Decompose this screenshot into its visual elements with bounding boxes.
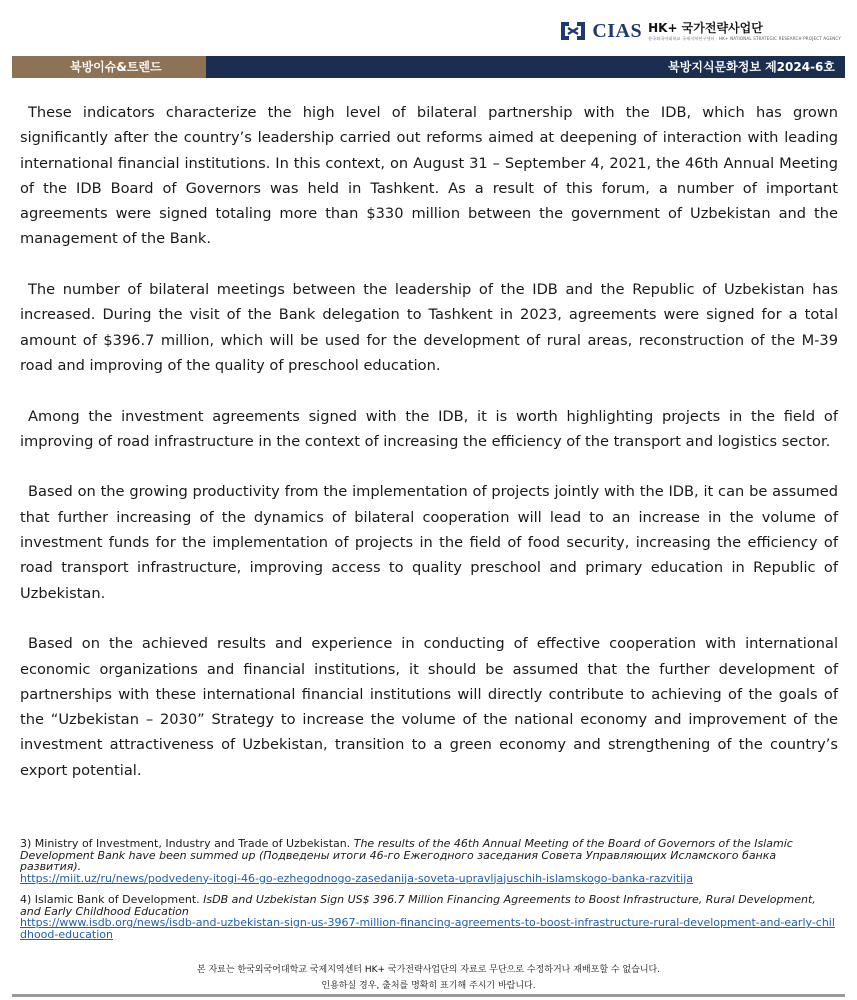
footnote-number: 3) bbox=[20, 837, 32, 850]
logo-cias-text: CIAS bbox=[592, 19, 643, 42]
issue-label: 북방지식문화정보 제2024-6호 bbox=[668, 60, 835, 74]
footnote-source: Islamic Bank of Development. bbox=[31, 893, 204, 906]
article-body bbox=[20, 100, 838, 808]
disclaimer-line-1: 본 자료는 한국외국어대학교 국제지역센터 HK+ 국가전략사업단의 자료로 무단으로 수정하거나 재배포할 수 없습니다. bbox=[196, 965, 661, 975]
paragraph: Among the investment agreements signed with the IDB, it is worth highlighting projects in the field of improving of road infrastructure in the context of increasing the efficiency of the transport and logistics sector. bbox=[20, 407, 838, 450]
header-bar bbox=[12, 56, 845, 78]
paragraph: Based on the achieved results and experience in conducting of effective cooperation with international economic organizations and financial institutions, it should be assumed that the further development of partnerships with these international financial institutions will directly contribute to achieving of the goals of the “Uzbekistan – 2030” Strategy to increase the volume of the national economy and improvement of the investment attractiveness of Uzbekistan, transition to a green economy and strengthening of the country’s export potential. bbox=[20, 635, 838, 779]
cias-logo bbox=[558, 14, 841, 48]
org-title: HK+ 국가전략사업단 bbox=[648, 20, 763, 35]
footnote-4 bbox=[20, 894, 838, 940]
disclaimer-line-2: 인용하실 경우, 출처를 명확히 표기해 주시기 바랍니다. bbox=[321, 981, 536, 991]
section-label: 북방이슈&트렌드 bbox=[12, 56, 206, 78]
disclaimer bbox=[0, 962, 857, 994]
paragraph: The number of bilateral meetings between the leadership of the IDB and the Republic of Uzbekistan has increased. During the visit of the Bank delegation to Tashkent in 2023, agreements were signed for a total amount of $396.7 million, which will be used for the development of rural areas, reconstruction of the M-39 road and improving of the quality of preschool education. bbox=[20, 281, 838, 374]
paragraph: Based on the growing productivity from the implementation of projects jointly with the IDB, it can be assumed that further increasing of the dynamics of bilateral cooperation will lead to an increase in the volume of investment funds for the implementation of projects in the field of food security, increasing the efficiency of road transport infrastructure, improving access to quality preschool and primary education in Republic of Uzbekistan. bbox=[20, 483, 838, 602]
footnote-source: Ministry of Investment, Industry and Trade of Uzbekistan. bbox=[31, 837, 354, 850]
bottom-divider bbox=[12, 994, 845, 997]
footnote-3 bbox=[20, 838, 838, 884]
org-subtitle: 한국외국어대학교 국제지역연구센터 · HK+ NATIONAL STRATEGIC RESEARCH PROJECT AGENCY bbox=[648, 35, 841, 41]
cias-logo-icon bbox=[558, 16, 588, 46]
footnote-link[interactable]: https://www.isdb.org/news/isdb-and-uzbekistan-sign-us-3967-million-financing-agreements-to-boost-infrastructure-rural-development-and-early-childhood-education bbox=[20, 916, 835, 941]
footnote-link[interactable]: https://miit.uz/ru/news/podvedeny-itogi-46-go-ezhegodnogo-zasedanija-soveta-upravljajuschih-islamskogo-banka-razvitija bbox=[20, 871, 694, 885]
paragraph: These indicators characterize the high level of bilateral partnership with the IDB, which has grown significantly after the country’s leadership carried out reforms aimed at deepening of interaction with leading international financial institutions. In this context, on August 31 – September 4, 2021, the 46th Annual Meeting of the IDB Board of Governors was held in Tashkent. As a result of this forum, a number of important agreements were signed totaling more than $330 million between the government of Uzbekistan and the management of the Bank. bbox=[20, 104, 838, 248]
footnote-title: IsDB and Uzbekistan Sign US$ 396.7 Million Financing Agreements to Boost Infrastructure, Rural Development, and Early Childhood Education bbox=[20, 893, 816, 918]
footnote-title: The results of the 46th Annual Meeting of the Board of Governors of the Islamic Development Bank have been summed up (Подведены итоги 46-го Ежегодного заседания Совета Управляющих Исламского банка развития). bbox=[20, 837, 793, 873]
footnote-number: 4) bbox=[20, 893, 32, 906]
footnotes bbox=[20, 838, 838, 950]
